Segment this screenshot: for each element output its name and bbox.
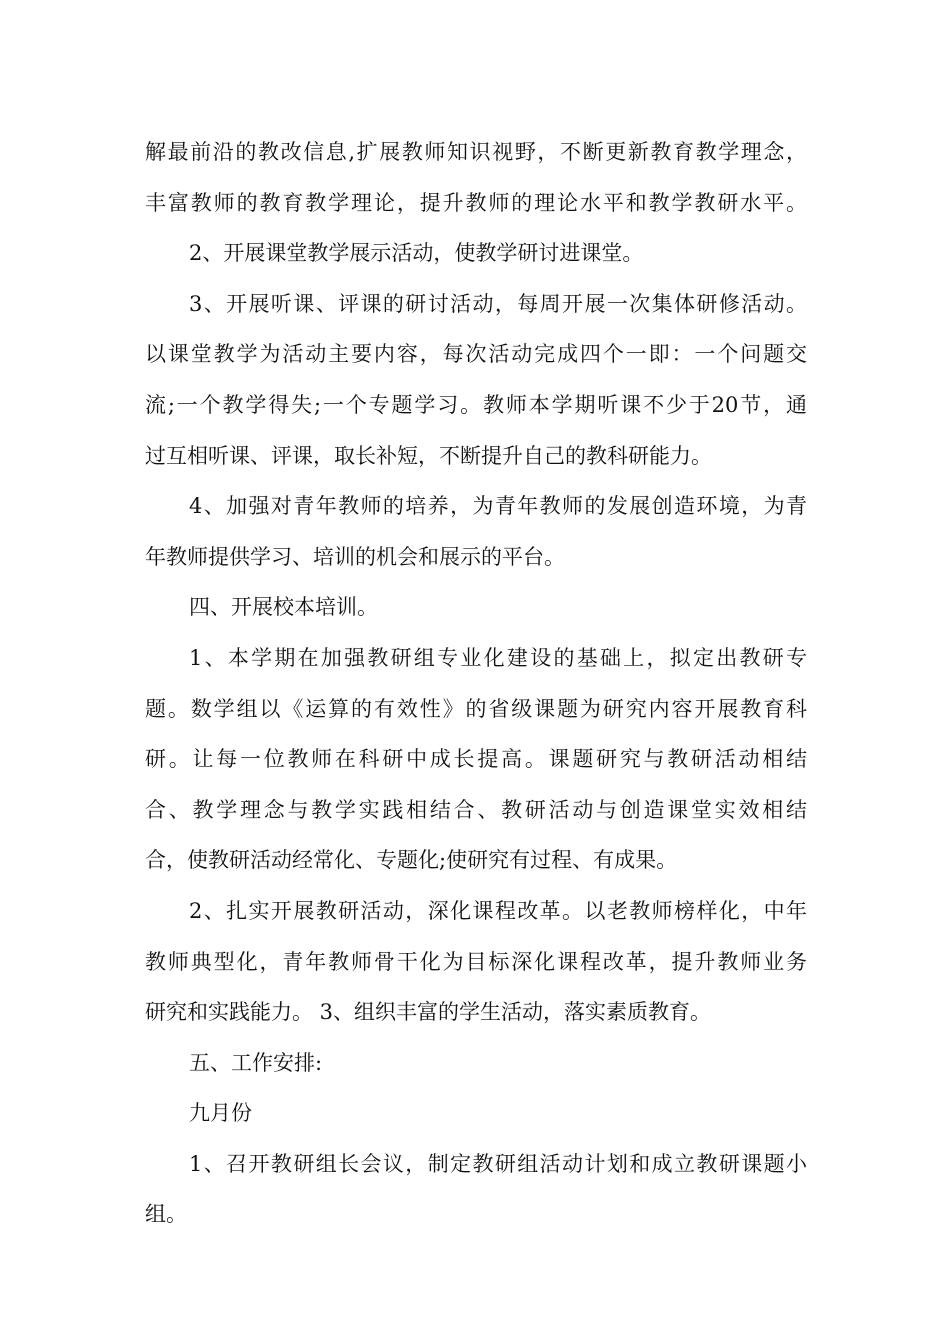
text-line: 年教师提供学习、培训的机会和展示的平台。 [145, 544, 565, 569]
text-line: 1、本学期在加强教研组专业化建设的基础上，拟定出教研专 [189, 645, 807, 670]
text-line: 题。数学组以《运算的有效性》的省级课题为研究内容开展教育科 [145, 696, 807, 721]
section-heading: 四、开展校本培训。 [189, 595, 378, 620]
text-line: 解最前沿的教改信息,扩展教师知识视野，不断更新教育教学理念， [145, 140, 807, 164]
month-heading: 九月份 [189, 1101, 252, 1126]
document-body [145, 127, 807, 1240]
section-heading: 五、工作安排: [189, 1050, 323, 1075]
text-line: 研。让每一位教师在科研中成长提高。课题研究与教研活动相结 [145, 747, 807, 772]
text-line: 以课堂教学为活动主要内容，每次活动完成四个一即：一个问题交 [145, 342, 807, 367]
text-line: 4、加强对青年教师的培养，为青年教师的发展创造环境，为青 [189, 494, 807, 519]
text-line: 过互相听课、评课，取长补短，不断提升自己的教科研能力。 [145, 443, 712, 468]
text-line: 组。 [145, 1202, 187, 1227]
text-line: 2、扎实开展教研活动，深化课程改革。以老教师榜样化，中年 [189, 898, 807, 923]
text-line: 3、开展听课、评课的研讨活动，每周开展一次集体研修活动。 [189, 291, 807, 316]
text-line: 合、教学理念与教学实践相结合、教研活动与创造课堂实效相结 [145, 797, 807, 822]
text-line: 教师典型化，青年教师骨干化为目标深化课程改革，提升教师业务 [145, 949, 807, 974]
text-line: 合，使教研活动经常化、专题化;使研究有过程、有成果。 [145, 848, 678, 873]
text-line: 流;一个教学得失;一个专题学习。教师本学期听课不少于20节，通 [145, 392, 807, 417]
text-line: 1、召开教研组长会议，制定教研组活动计划和成立教研课题小 [189, 1151, 807, 1176]
text-line: 丰富教师的教育教学理论，提升教师的理论水平和教学教研水平。 [145, 190, 807, 215]
text-line: 2、开展课堂教学展示活动，使教学研讨进课堂。 [189, 241, 644, 266]
text-line: 研究和实践能力。 3、组织丰富的学生活动，落实素质教育。 [145, 1000, 712, 1025]
